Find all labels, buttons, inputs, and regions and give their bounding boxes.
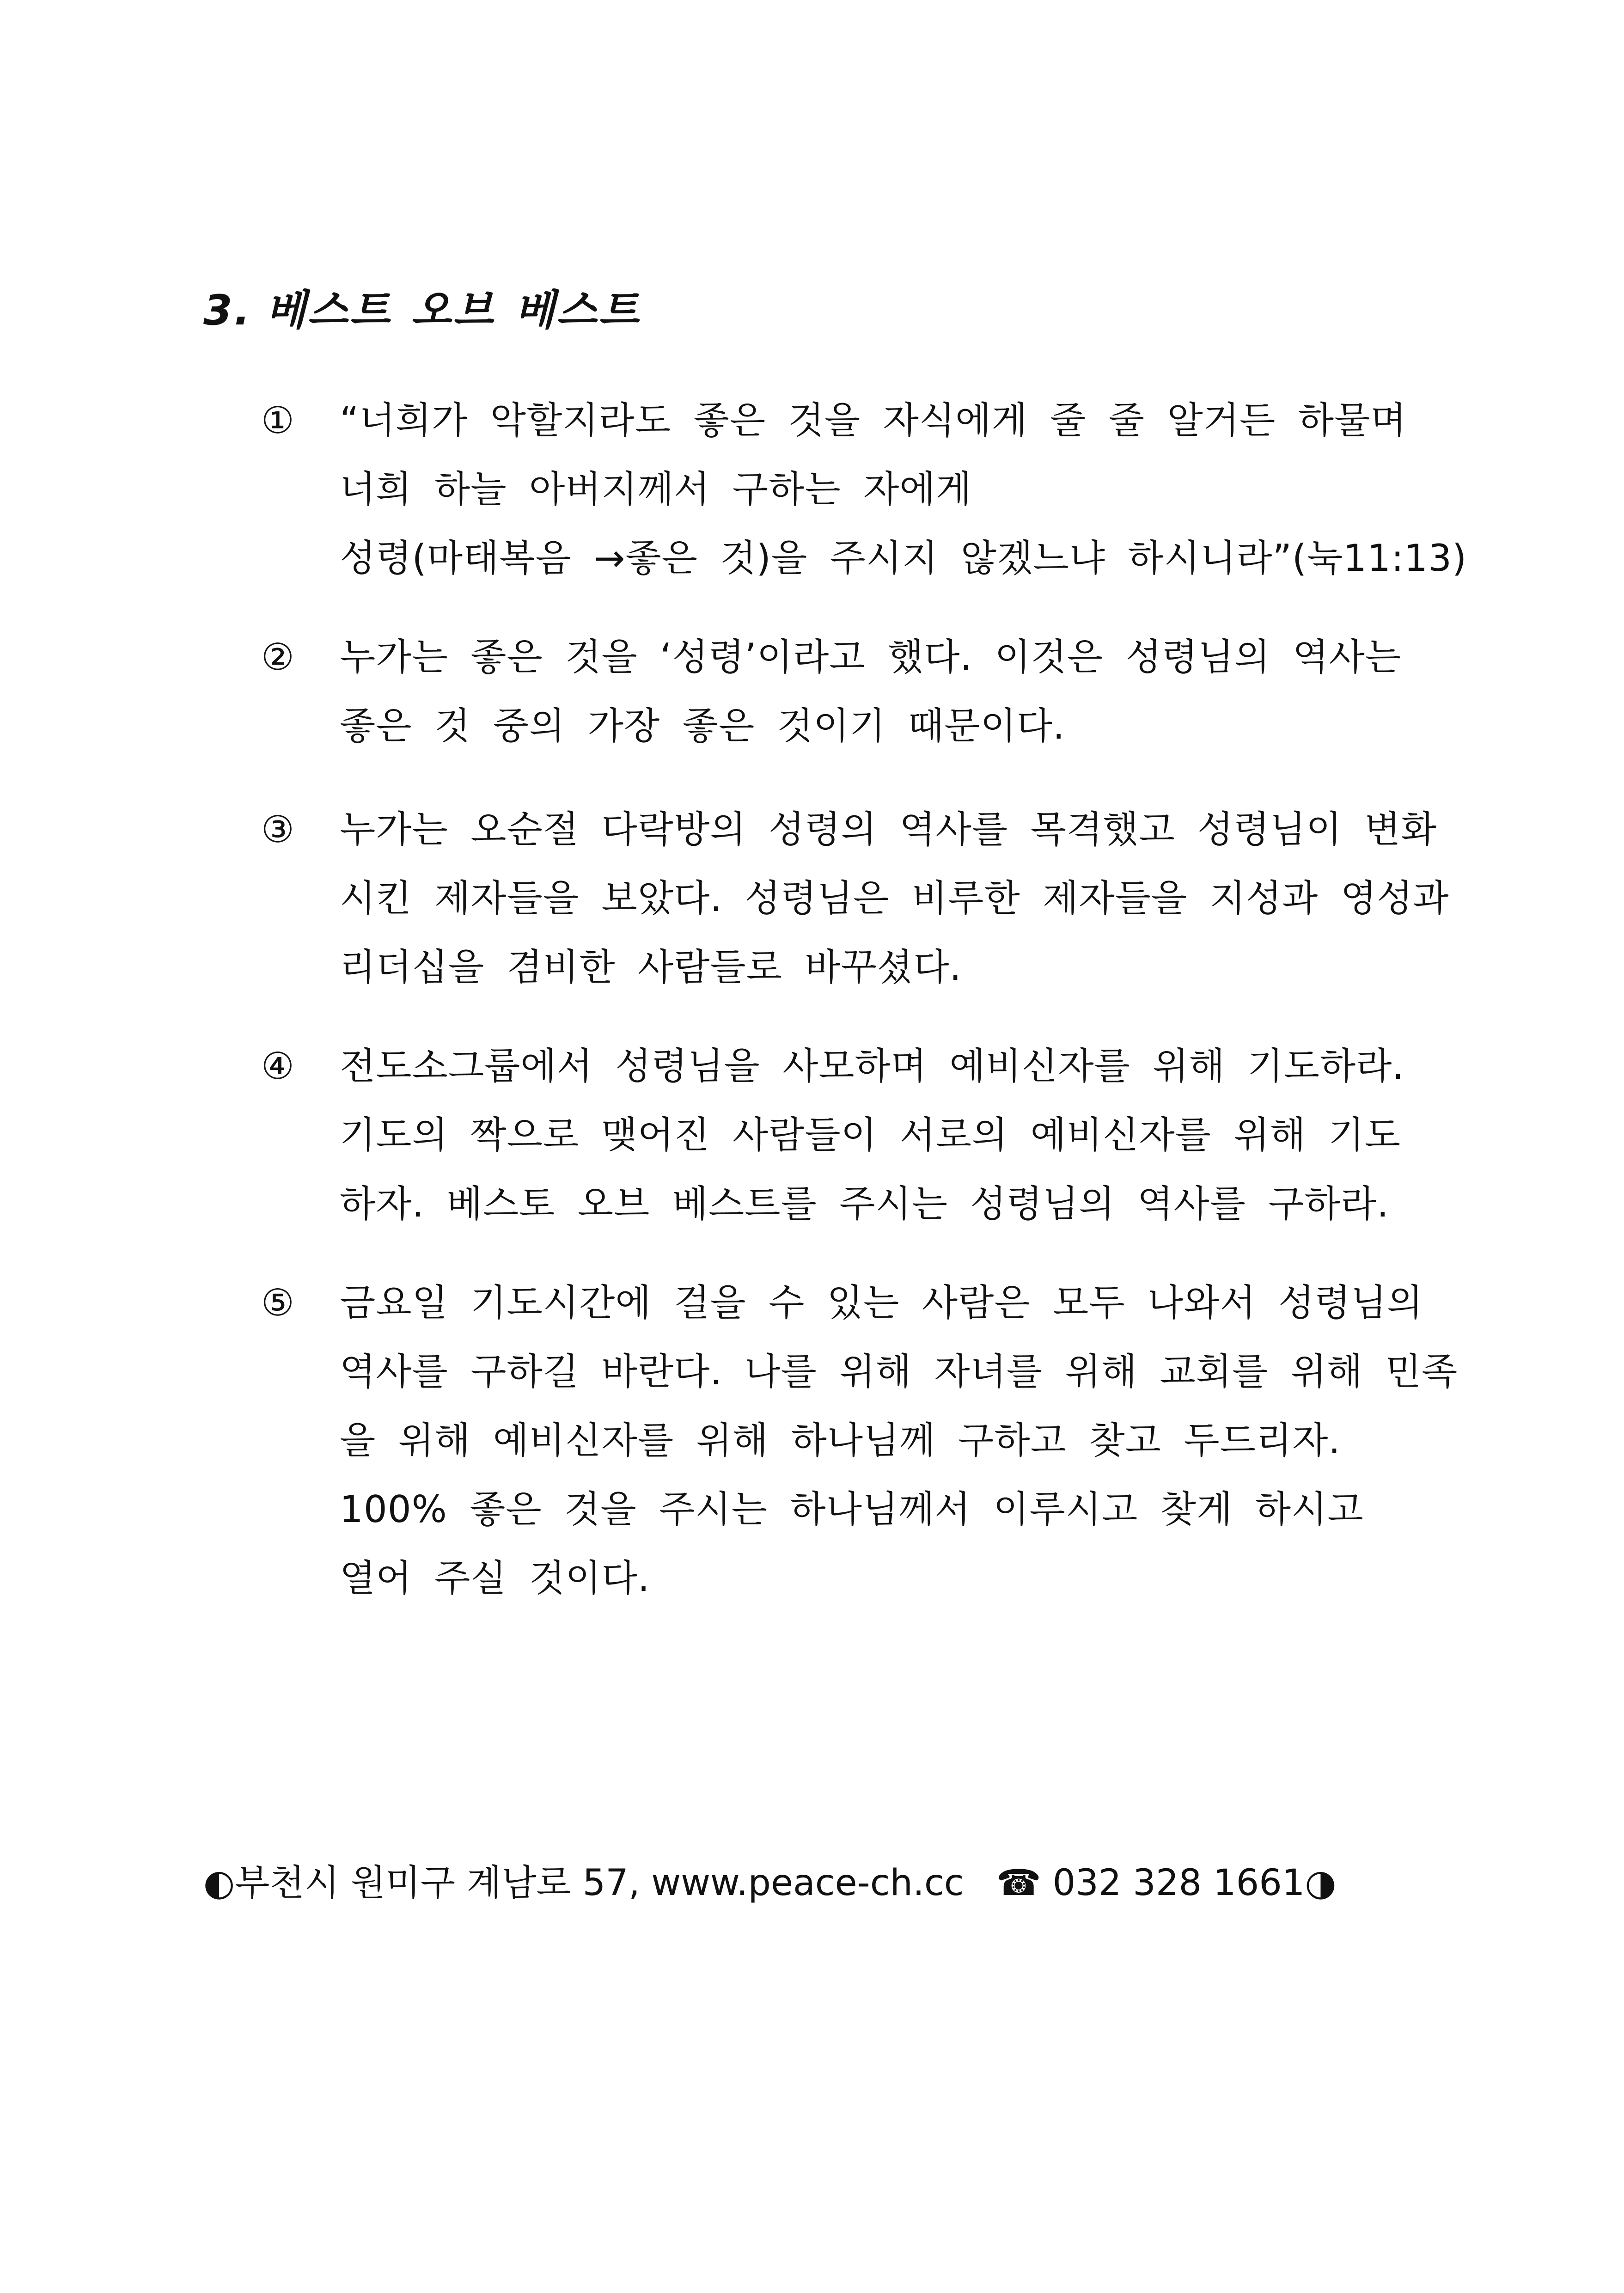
item-marker-3: ③: [261, 808, 294, 851]
half-circle-right-icon: ◑: [1305, 1862, 1337, 1904]
item-1-line-2: 너희 하늘 아버지께서 구하는 자에게: [340, 468, 972, 511]
item-marker-4: ④: [261, 1045, 294, 1088]
item-4-line-2: 기도의 짝으로 맺어진 사람들이 서로의 예비신자를 위해 기도: [340, 1113, 1401, 1156]
section-number: 3.: [203, 286, 252, 335]
heading-word-1: 베스트: [265, 286, 392, 335]
footer-address: 부천시 원미구 계남로: [235, 1862, 571, 1904]
footer-contact: 57, www.peace-ch.cc: [582, 1862, 964, 1904]
item-5-line-3: 을 위해 예비신자를 위해 하나님께 구하고 찾고 두드리자.: [340, 1419, 1341, 1462]
half-circle-left-icon: ◐: [203, 1862, 235, 1904]
section-heading: [203, 276, 641, 336]
item-4-line-3: 하자. 베스토 오브 베스트를 주시는 성령님의 역사를 구하라.: [340, 1182, 1389, 1225]
item-2-line-2: 좋은 것 중의 가장 좋은 것이기 때문이다.: [340, 704, 1065, 747]
item-5-line-4: 100% 좋은 것을 주시는 하나님께서 이루시고 찾게 하시고: [340, 1488, 1364, 1531]
item-3-line-3: 리더십을 겸비한 사람들로 바꾸셨다.: [340, 946, 962, 989]
item-5-line-5: 열어 주실 것이다.: [340, 1557, 650, 1600]
heading-word-2: 오브: [411, 286, 495, 335]
item-1-line-3: 성령(마태복음 →좋은 것)을 주시지 않겠느냐 하시니라”(눅11:13): [340, 537, 1467, 580]
church-footer: [203, 1861, 1337, 1905]
item-1-line-1: “너희가 악할지라도 좋은 것을 자식에게 줄 줄 알거든 하물며: [340, 399, 1407, 442]
item-marker-2: ②: [261, 636, 294, 679]
item-marker-1: ①: [261, 399, 294, 442]
phone-icon: ☎: [996, 1862, 1041, 1904]
item-marker-5: ⑤: [261, 1281, 294, 1324]
item-3-line-1: 누가는 오순절 다락방의 성령의 역사를 목격했고 성령님이 변화: [340, 808, 1437, 851]
item-5-line-1: 금요일 기도시간에 걸을 수 있는 사람은 모두 나와서 성령님의: [340, 1281, 1423, 1324]
item-3-line-2: 시킨 제자들을 보았다. 성령님은 비루한 제자들을 지성과 영성과: [340, 877, 1449, 920]
heading-word-3: 베스트: [514, 286, 641, 335]
item-5-line-2: 역사를 구하길 바란다. 나를 위해 자녀를 위해 교회를 위해 민족: [340, 1350, 1458, 1393]
item-4-line-1: 전도소그룹에서 성령님을 사모하며 예비신자를 위해 기도하라.: [340, 1045, 1404, 1088]
footer-phone: 032 328 1661: [1052, 1862, 1305, 1904]
item-2-line-1: 누가는 좋은 것을 ‘성령’이라고 했다. 이것은 성령님의 역사는: [340, 636, 1402, 679]
